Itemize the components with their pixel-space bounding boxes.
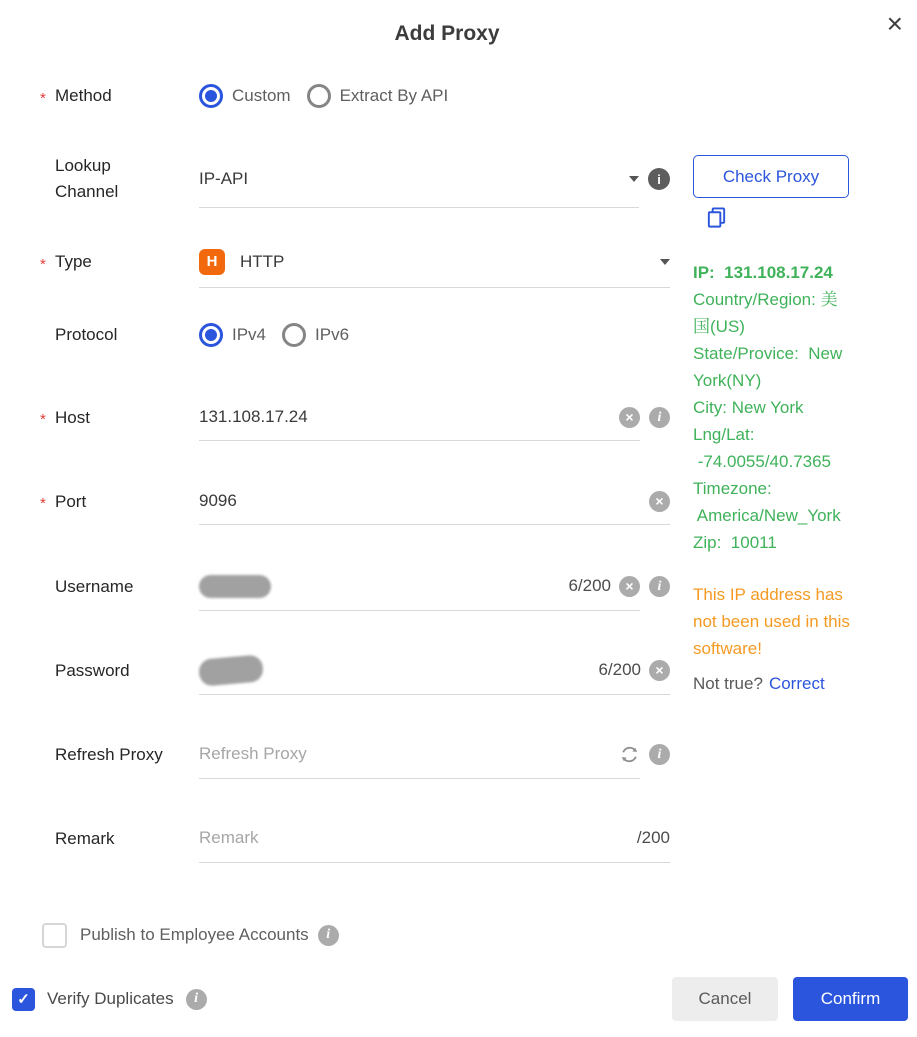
password-row [40,646,670,695]
refresh-proxy-row [40,730,670,779]
refresh-proxy-label-group [40,742,199,768]
warning-line: software! [693,639,762,658]
ip-info-line: -74.0055/40.7365 [693,452,832,471]
lookup-channel-select[interactable] [199,150,639,208]
radio-custom-label: Custom [232,86,291,105]
port-field [199,478,670,525]
method-row [40,74,670,118]
lookup-channel-label: Lookup Channel [55,156,119,201]
host-info-icon[interactable]: i [649,407,670,428]
copy-icon[interactable] [705,206,911,231]
username-field[interactable] [199,562,640,611]
username-clear-icon[interactable]: × [619,576,640,597]
radio-ipv4[interactable] [199,323,223,347]
password-field[interactable] [199,646,670,695]
type-select[interactable] [199,236,670,288]
radio-extract-by-api-label: Extract By API [339,86,449,105]
protocol-label: Protocol [55,325,118,344]
required-spacer [40,669,55,673]
ip-info-line: State/Provice: New [693,344,843,363]
method-options [199,74,670,118]
password-label: Password [55,660,130,680]
publish-row [42,913,339,957]
lookup-channel-row [40,150,670,208]
refresh-icon[interactable] [619,744,640,765]
required-spacer [40,177,55,181]
confirm-button[interactable]: Confirm [793,977,908,1021]
protocol-label-group [40,322,199,348]
chevron-down-icon [629,176,639,182]
publish-info-icon[interactable]: i [318,925,339,946]
ip-info-line: Timezone: [693,479,772,498]
username-info-icon[interactable]: i [649,576,670,597]
host-input[interactable] [199,407,611,427]
port-label: Port [55,491,87,511]
close-icon[interactable]: × [886,8,903,39]
chevron-down-icon [660,259,670,265]
ip-info-line: 国(US) [693,317,745,336]
required-spacer [40,753,55,757]
warning-line: This IP address has [693,585,843,604]
ip-info-line: City: New York [693,398,804,417]
publish-label: Publish to Employee Accounts [80,925,309,944]
ip-info-line: Lng/Lat: [693,425,755,444]
type-value: HTTP [240,251,285,271]
required-spacer [40,585,55,589]
dialog-footer [0,975,917,1023]
ip-info-line: Country/Region: 美 [693,290,838,309]
verify-duplicates-label: Verify Duplicates [47,989,174,1008]
warning-line: not been used in this [693,612,850,631]
refresh-proxy-field [199,730,640,779]
radio-ipv4-label: IPv4 [232,325,267,344]
ip-info-line: America/New_York [693,506,841,525]
remark-label: Remark [55,828,115,848]
required-asterisk: * [40,255,46,273]
username-label-group [40,574,199,600]
check-proxy-button[interactable]: Check Proxy [693,155,849,198]
http-type-icon: H [199,249,225,275]
verify-duplicates-checkbox[interactable]: ✓ [12,988,35,1011]
host-field [199,394,640,441]
remark-row [40,814,670,863]
password-redacted-value [198,654,264,686]
type-label: Type [55,252,92,271]
username-row [40,562,670,611]
radio-extract-by-api[interactable] [307,84,331,108]
type-row [40,236,670,288]
dialog-title: Add Proxy [394,22,500,45]
lookup-channel-value: IP-API [199,168,249,188]
password-clear-icon[interactable]: × [649,660,670,681]
remark-char-counter: /200 [636,828,670,847]
ip-info-line: York(NY) [693,371,762,390]
radio-custom[interactable] [199,84,223,108]
protocol-row [40,313,670,357]
ip-info-block [693,259,911,556]
radio-ipv6[interactable] [282,323,306,347]
port-label-group [40,489,199,515]
refresh-proxy-label: Refresh Proxy [55,744,163,764]
port-input[interactable] [199,491,641,511]
port-row [40,478,670,525]
method-label-group [40,83,199,109]
remark-input[interactable] [199,828,637,848]
type-label-group [40,249,199,275]
required-asterisk: * [40,411,46,428]
required-spacer [40,333,55,337]
port-clear-icon[interactable]: × [649,491,670,512]
lookup-channel-label-group [40,153,199,205]
cancel-button[interactable]: Cancel [672,977,778,1021]
ip-check-panel [693,155,911,697]
password-char-counter: 6/200 [598,660,641,679]
refresh-proxy-input[interactable] [199,744,611,764]
correct-link[interactable]: Correct [768,674,825,693]
host-label-group [40,405,199,431]
password-label-group [40,658,199,684]
publish-checkbox[interactable] [42,923,67,948]
required-spacer [40,837,55,841]
protocol-options [199,313,670,357]
not-true-row [693,670,911,697]
username-label: Username [55,576,134,596]
username-char-counter: 6/200 [568,576,611,595]
required-asterisk: * [40,89,46,107]
required-asterisk: * [40,495,46,512]
username-redacted-value [199,575,271,598]
ip-unused-warning [693,581,911,662]
verify-duplicates-info-icon[interactable]: i [186,989,207,1010]
remark-label-group [40,826,199,852]
refresh-proxy-info-icon[interactable]: i [649,744,670,765]
remark-field [199,814,670,863]
host-label: Host [55,407,90,427]
host-row [40,394,670,441]
not-true-text: Not true? [693,674,763,693]
ip-info-line: Zip: 10011 [693,533,777,552]
ip-info-line: IP: 131.108.17.24 [693,263,833,282]
radio-ipv6-label: IPv6 [315,325,350,344]
host-clear-icon[interactable]: × [619,407,640,428]
method-label: Method [55,86,112,105]
lookup-channel-info-icon[interactable]: i [648,168,670,190]
